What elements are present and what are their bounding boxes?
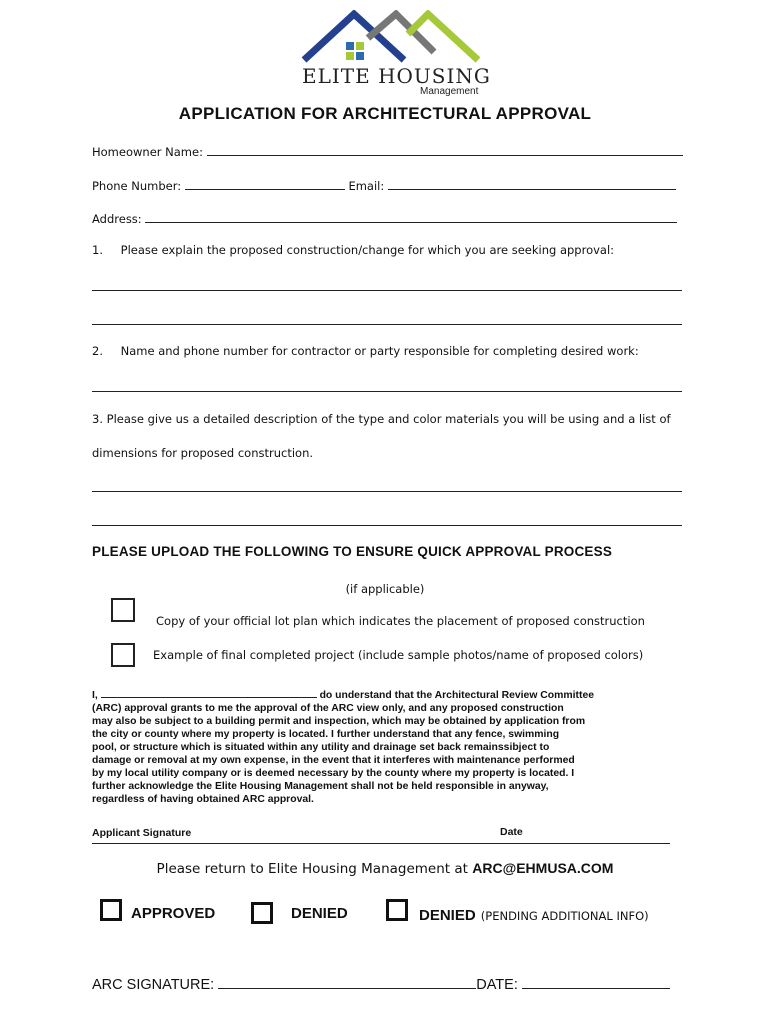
question-2-text: Name and phone number for contractor or party responsible for completing desired work: — [120, 344, 639, 358]
homeowner-row — [92, 143, 683, 159]
acknowledgement-line: pool, or structure which is situated within any utility and drainage set back remainssibject to — [92, 742, 550, 753]
arc-signature-label: ARC SIGNATURE: — [92, 977, 215, 993]
answer-3-line-2[interactable] — [92, 525, 682, 526]
signature-date-label: Date — [500, 826, 523, 838]
question-1-number: 1. — [92, 243, 103, 257]
approved-label: APPROVED — [131, 905, 216, 922]
question-1 — [92, 243, 614, 257]
arc-signature-row — [92, 974, 670, 993]
house-roofs-icon — [296, 10, 486, 70]
arc-date-label: DATE: — [476, 977, 518, 993]
question-2-number: 2. — [92, 344, 103, 358]
answer-1-line-2[interactable] — [92, 324, 682, 325]
acknowledgement-line-1-rest: do understand that the Architectural Review Committee — [319, 690, 594, 701]
phone-label: Phone Number: — [92, 179, 182, 193]
acknowledgement-line: (ARC) approval grants to me the approval of the ARC view only, and any proposed construction — [92, 703, 564, 714]
acknowledgement-text — [92, 688, 692, 806]
lot-plan-checkbox[interactable] — [111, 598, 135, 622]
answer-3-line-1[interactable] — [92, 491, 682, 492]
answer-2-line[interactable] — [92, 391, 682, 392]
homeowner-field[interactable] — [207, 143, 683, 156]
acknowledgement-line: regardless of having obtained ARC approval. — [92, 794, 314, 805]
denied-pending-checkbox[interactable] — [386, 899, 408, 921]
return-instructions — [0, 860, 770, 877]
question-1-text: Please explain the proposed construction/change for which you are seeking approval: — [120, 243, 615, 257]
question-3-line-2: dimensions for proposed construction. — [92, 446, 314, 460]
logo-subtitle: Management — [420, 86, 479, 97]
page-title: APPLICATION FOR ARCHITECTURAL APPROVAL — [178, 104, 592, 123]
question-2 — [92, 344, 639, 358]
question-3-line-1: 3. Please give us a detailed description of the type and color materials you will be using and a list of — [92, 412, 671, 426]
homeowner-label: Homeowner Name: — [92, 145, 203, 159]
return-email-link[interactable]: ARC@EHMUSA.COM — [472, 860, 614, 876]
approved-checkbox[interactable] — [100, 899, 122, 921]
arc-signature-field[interactable] — [218, 974, 476, 989]
logo-name: ELITE HOUSING — [302, 64, 491, 88]
acknowledgement-first-line — [92, 688, 692, 702]
elite-housing-logo — [296, 10, 491, 102]
email-field[interactable] — [388, 177, 676, 190]
address-field[interactable] — [145, 210, 677, 223]
acknowledgement-start: I, — [92, 690, 98, 701]
phone-field[interactable] — [185, 177, 345, 190]
applicant-signature-label: Applicant Signature — [92, 827, 192, 839]
example-project-checkbox[interactable] — [111, 643, 135, 667]
acknowledgement-line: may also be subject to a building permit and inspection, which may be obtained by application from — [92, 716, 586, 727]
return-text: Please return to Elite Housing Management at — [156, 861, 473, 877]
email-label: Email: — [348, 179, 385, 193]
denied-pending-label: DENIED — [419, 907, 476, 924]
applicant-signature-field[interactable] — [92, 843, 670, 844]
acknowledgement-line: the city or county where my property is located. I further understand that any fence, swimming — [92, 729, 560, 740]
answer-1-line-1[interactable] — [92, 290, 682, 291]
acknowledgement-line: by my local utility company or is deemed necessary by the county where my property is located. I — [92, 768, 575, 779]
pending-note: (PENDING ADDITIONAL INFO) — [480, 909, 649, 923]
acknowledgement-line: further acknowledge the Elite Housing Management shall not be held responsible in anyway, — [92, 781, 549, 792]
denied-label: DENIED — [291, 905, 348, 922]
example-project-label: Example of final completed project (include sample photos/name of proposed colors) — [153, 648, 644, 662]
denied-pending-row — [419, 905, 649, 924]
acknowledgement-line: damage or removal at my own expense, in the event that it interferes with maintenance performed — [92, 755, 575, 766]
address-label: Address: — [92, 212, 142, 226]
upload-heading: PLEASE UPLOAD THE FOLLOWING TO ENSURE QUICK APPROVAL PROCESS — [92, 544, 613, 559]
phone-email-row — [92, 177, 676, 193]
upload-note: (if applicable) — [345, 582, 425, 596]
arc-date-field[interactable] — [522, 974, 670, 989]
applicant-name-field[interactable] — [101, 688, 317, 698]
lot-plan-label: Copy of your official lot plan which indicates the placement of proposed construction — [156, 614, 645, 628]
address-row — [92, 210, 677, 226]
denied-checkbox[interactable] — [251, 902, 273, 924]
